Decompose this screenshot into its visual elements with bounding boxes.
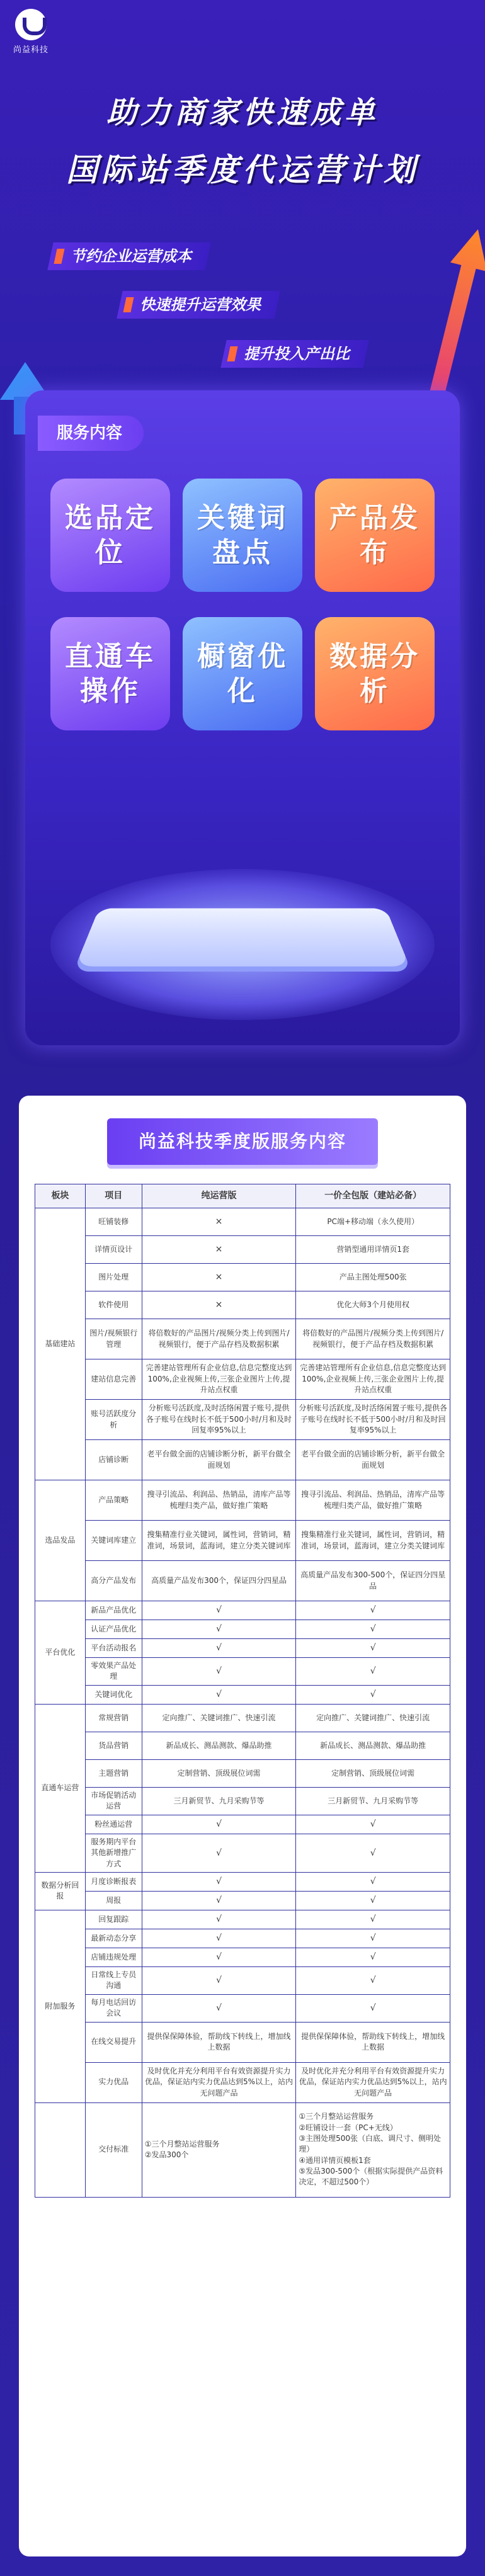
category-cell: [35, 2102, 86, 2197]
plan-basic-cell: √: [142, 1994, 296, 2022]
plan-full-cell: 定制营销、顶级展位词需: [296, 1759, 450, 1787]
table-row: [35, 1521, 450, 1561]
table-row: [35, 1291, 450, 1319]
plan-basic-cell: 搜集精准行业关键词，属性词，营销词，精准词，场景词，蓝海词，建立分类关键词库: [142, 1521, 296, 1561]
table-row: [35, 1685, 450, 1704]
hero-title-line1: 助力商家快速成单: [106, 95, 379, 130]
plan-full-cell: 新品成长、测品测款、爆品助推: [296, 1732, 450, 1759]
delivery-line: ⑤发品300-500个（根据实际提供产品资料决定，不超过500个）: [299, 2167, 443, 2187]
plan-full-cell: √: [296, 1620, 450, 1639]
item-cell: 旺铺装修: [85, 1208, 142, 1236]
plan-full-cell: √: [296, 1834, 450, 1872]
item-cell: 图片/视频银行管理: [85, 1319, 142, 1359]
table-row: [35, 1994, 450, 2022]
item-cell: 实力优品: [85, 2062, 142, 2102]
plan-basic-cell: 及时优化并充分利用平台有效资源提升实力优品，保证站内实力优品达到5%以上，站内无问题产品: [142, 2062, 296, 2102]
item-cell: 高分产品发布: [85, 1561, 142, 1601]
table-row: [35, 1400, 450, 1440]
item-cell: 市场促销活动运营: [85, 1787, 142, 1815]
up-arrow-right-icon: [417, 225, 485, 405]
table-header-row: [35, 1184, 450, 1208]
platform-stage: [76, 908, 410, 966]
plan-full-cell: √: [296, 1639, 450, 1658]
plan-full-cell: 定向推广、关键词推广、快速引流: [296, 1704, 450, 1732]
plan-full-cell: 产品主图处理500张: [296, 1264, 450, 1291]
table-row: [35, 2062, 450, 2102]
item-cell: 回复跟踪: [85, 1910, 142, 1929]
item-cell: 服务期内平台其他新增推广方式: [85, 1834, 142, 1872]
table-title: 尚益科技季度版服务内容: [107, 1118, 378, 1165]
plan-full-cell: √: [296, 1929, 450, 1948]
item-cell: 账号活跃度分析: [85, 1400, 142, 1440]
brand-logo-icon: [15, 9, 47, 40]
table-row: [35, 1966, 450, 1994]
plan-full-cell: √: [296, 1601, 450, 1620]
service-tile-keyword-review: 关键词盘点: [183, 479, 302, 592]
plan-basic-cell: ×: [142, 1291, 296, 1319]
delivery-line: ②旺铺设计一套（PC+无线）: [299, 2123, 397, 2132]
service-tile-product-publish: 产品发布: [315, 479, 435, 592]
item-cell: 平台活动报名: [85, 1639, 142, 1658]
table-row: [35, 1620, 450, 1639]
item-cell: 货品营销: [85, 1732, 142, 1759]
plan-basic-cell: 高质量产品发布300个，保证四分四星品: [142, 1561, 296, 1601]
plan-basic-cell: √: [142, 1929, 296, 1948]
table-row: [35, 1440, 450, 1480]
header-category: 板块: [35, 1184, 86, 1208]
plan-basic-cell: 提供保保障体验，帮助线下转线上，增加线上数据: [142, 2022, 296, 2062]
table-row: [35, 1815, 450, 1834]
table-row: [35, 1787, 450, 1815]
hero-title-line2: 国际站季度代运营计划: [66, 152, 419, 188]
plan-basic-cell: √: [142, 1685, 296, 1704]
plan-full-cell: PC端+移动端（永久使用）: [296, 1208, 450, 1236]
slogan-1: 节约企业运营成本: [47, 242, 210, 270]
plan-basic-cell: 搜寻引流品、利润品、热销品，清库产品等梳理归类产品，做好推广策略: [142, 1480, 296, 1521]
delivery-row: [35, 2102, 450, 2197]
item-cell: 每月电话回访会议: [85, 1994, 142, 2022]
table-row: [35, 1561, 450, 1601]
plan-full-cell: √: [296, 1658, 450, 1686]
category-cell: 基础建站: [35, 1208, 86, 1480]
item-cell: 店铺违规处理: [85, 1948, 142, 1966]
category-cell: 附加服务: [35, 1910, 86, 2102]
plan-full-cell: 提供保保障体验，帮助线下转线上，增加线上数据: [296, 2022, 450, 2062]
plan-full-cell: 三月新贸节、九月采购节等: [296, 1787, 450, 1815]
item-cell: 日常线上专员沟通: [85, 1966, 142, 1994]
item-cell: 周报: [85, 1891, 142, 1910]
delivery-line: ②发品300个: [144, 2150, 189, 2160]
slogan-2: 快速提升运营效果: [117, 291, 280, 319]
table-body: [35, 1208, 450, 2198]
plan-basic-cell: √: [142, 1891, 296, 1910]
table-row: [35, 2022, 450, 2062]
table-row: [35, 1834, 450, 1872]
plan-full-cell: 分析账号活跃度,及时活络闲置子账号,提供各子账号在线时长不低于500小时/月和及时回复率95%以上: [296, 1400, 450, 1440]
plan-basic-cell: ×: [142, 1208, 296, 1236]
item-cell: 店铺诊断: [85, 1440, 142, 1480]
header-plan-basic: 纯运营版: [142, 1184, 296, 1208]
plan-basic-cell: √: [142, 1620, 296, 1639]
plan-full-cell: √: [296, 1948, 450, 1966]
plan-full-cell: 优化大师3个月使用权: [296, 1291, 450, 1319]
category-cell: 直通车运营: [35, 1704, 86, 1872]
service-tile-product-positioning: 选品定位: [50, 479, 170, 592]
delivery-line: ④通用详情页模板1套: [299, 2155, 371, 2165]
header-item: 项目: [85, 1184, 142, 1208]
plan-basic-cell: √: [142, 1601, 296, 1620]
plan-full-cell: 完善建站管理所有企业信息,信息完整度达到100%,企业视频上传,三张企业图片上传,提升站点权重: [296, 1359, 450, 1400]
plan-full-cell: 营销型通用详情页1套: [296, 1236, 450, 1264]
table-row: [35, 1759, 450, 1787]
plan-basic-cell: √: [142, 1658, 296, 1686]
item-cell: 月度诊断报表: [85, 1872, 142, 1891]
item-cell: 详情页设计: [85, 1236, 142, 1264]
table-row: [35, 1929, 450, 1948]
plan-basic-cell: 分析账号活跃度,及时活络闲置子账号,提供各子账号在线时长不低于500小时/月和及时回复率95%以上: [142, 1400, 296, 1440]
item-cell: 关键词优化: [85, 1685, 142, 1704]
slogan-3: 提升投入产出比: [220, 340, 368, 368]
plan-basic-cell: ×: [142, 1236, 296, 1264]
table-row: [35, 1236, 450, 1264]
plan-basic-cell: √: [142, 1910, 296, 1929]
services-tag: 服务内容: [38, 416, 144, 451]
plan-full-delivery-cell: [296, 2102, 450, 2197]
header-plan-full: 一价全包版（建站必备）: [296, 1184, 450, 1208]
plan-basic-cell: 新品成长、测品测款、爆品助推: [142, 1732, 296, 1759]
plan-full-cell: √: [296, 1872, 450, 1891]
item-cell: 零效果产品处理: [85, 1658, 142, 1686]
plan-full-cell: 搜寻引流品、利润品、热销品，清库产品等梳理归类产品，做好推广策略: [296, 1480, 450, 1521]
table-row: [35, 1319, 450, 1359]
table-row: [35, 1208, 450, 1236]
plan-basic-delivery-cell: [142, 2102, 296, 2197]
table-row: [35, 1658, 450, 1686]
table-row: [35, 1639, 450, 1658]
table-row: [35, 1264, 450, 1291]
plan-full-cell: √: [296, 1910, 450, 1929]
table-row: [35, 1704, 450, 1732]
services-panel: [25, 390, 460, 1045]
table-row: [35, 1601, 450, 1620]
plan-basic-cell: 定向推广、关键词推广、快速引流: [142, 1704, 296, 1732]
item-cell: 新品产品优化: [85, 1601, 142, 1620]
delivery-line: ①三个月整站运营服务: [144, 2139, 220, 2148]
brand-name: 尚益科技: [13, 45, 48, 55]
plan-full-cell: √: [296, 1685, 450, 1704]
delivery-line: ①三个月整站运营服务: [299, 2112, 374, 2121]
table-row: [35, 1732, 450, 1759]
plan-full-cell: 搜集精准行业关键词，属性词，营销词，精准词，场景词，蓝海词，建立分类关键词库: [296, 1521, 450, 1561]
brand-logo: [9, 9, 53, 55]
plan-full-cell: 老平台做全面的店铺诊断分析，新平台做全面规划: [296, 1440, 450, 1480]
service-table-card: [19, 1096, 466, 2556]
category-cell: 数据分析回报: [35, 1872, 86, 1910]
plan-basic-cell: 完善建站管理所有企业信息,信息完整度达到100%,企业视频上传,三张企业图片上传,提升站点权重: [142, 1359, 296, 1400]
item-cell: 交付标准: [85, 2102, 142, 2197]
plan-basic-cell: √: [142, 1815, 296, 1834]
plan-full-cell: 及时优化并充分利用平台有效资源提升实力优品，保证站内实力优品达到5%以上，站内无问题产品: [296, 2062, 450, 2102]
delivery-line: ③主图处理500张（白底、调尺寸、侧明处理）: [299, 2133, 441, 2154]
category-cell: 选品发品: [35, 1480, 86, 1601]
table-row: [35, 1872, 450, 1891]
item-cell: 图片处理: [85, 1264, 142, 1291]
item-cell: 关键词库建立: [85, 1521, 142, 1561]
plan-basic-cell: √: [142, 1639, 296, 1658]
table-row: [35, 1891, 450, 1910]
item-cell: 粉丝通运营: [85, 1815, 142, 1834]
table-row: [35, 1948, 450, 1966]
plan-basic-cell: 三月新贸节、九月采购节等: [142, 1787, 296, 1815]
table-row: [35, 1910, 450, 1929]
service-tile-data-analysis: 数据分析: [315, 617, 435, 730]
item-cell: 软件使用: [85, 1291, 142, 1319]
plan-basic-cell: √: [142, 1948, 296, 1966]
item-cell: 常规营销: [85, 1704, 142, 1732]
item-cell: 产品策略: [85, 1480, 142, 1521]
plan-full-cell: √: [296, 1815, 450, 1834]
plan-basic-cell: √: [142, 1872, 296, 1891]
plan-full-cell: 高质量产品发布300-500个，保证四分四星品: [296, 1561, 450, 1601]
service-tile-showcase-optimization: 橱窗优化: [183, 617, 302, 730]
plan-full-cell: 将倍数好的产品图片/视频分类上传到图片/视频银行，便于产品存档及数据积累: [296, 1319, 450, 1359]
hero: [0, 0, 485, 403]
item-cell: 最新动态分享: [85, 1929, 142, 1948]
item-cell: 建站信息完善: [85, 1359, 142, 1400]
service-tile-p4p-operation: 直通车操作: [50, 617, 170, 730]
plan-full-cell: √: [296, 1966, 450, 1994]
item-cell: 认证产品优化: [85, 1620, 142, 1639]
table-row: [35, 1480, 450, 1521]
item-cell: 主题营销: [85, 1759, 142, 1787]
item-cell: 在线交易提升: [85, 2022, 142, 2062]
service-table: [35, 1184, 450, 2198]
plan-basic-cell: √: [142, 1966, 296, 1994]
table-row: [35, 1359, 450, 1400]
plan-basic-cell: 定制营销、顶级展位词需: [142, 1759, 296, 1787]
plan-basic-cell: 老平台做全面的店铺诊断分析，新平台做全面规划: [142, 1440, 296, 1480]
category-cell: 平台优化: [35, 1601, 86, 1705]
plan-full-cell: √: [296, 1994, 450, 2022]
plan-basic-cell: 将倍数好的产品图片/视频分类上传到图片/视频银行，便于产品存档及数据积累: [142, 1319, 296, 1359]
plan-basic-cell: √: [142, 1834, 296, 1872]
plan-basic-cell: ×: [142, 1264, 296, 1291]
plan-full-cell: √: [296, 1891, 450, 1910]
